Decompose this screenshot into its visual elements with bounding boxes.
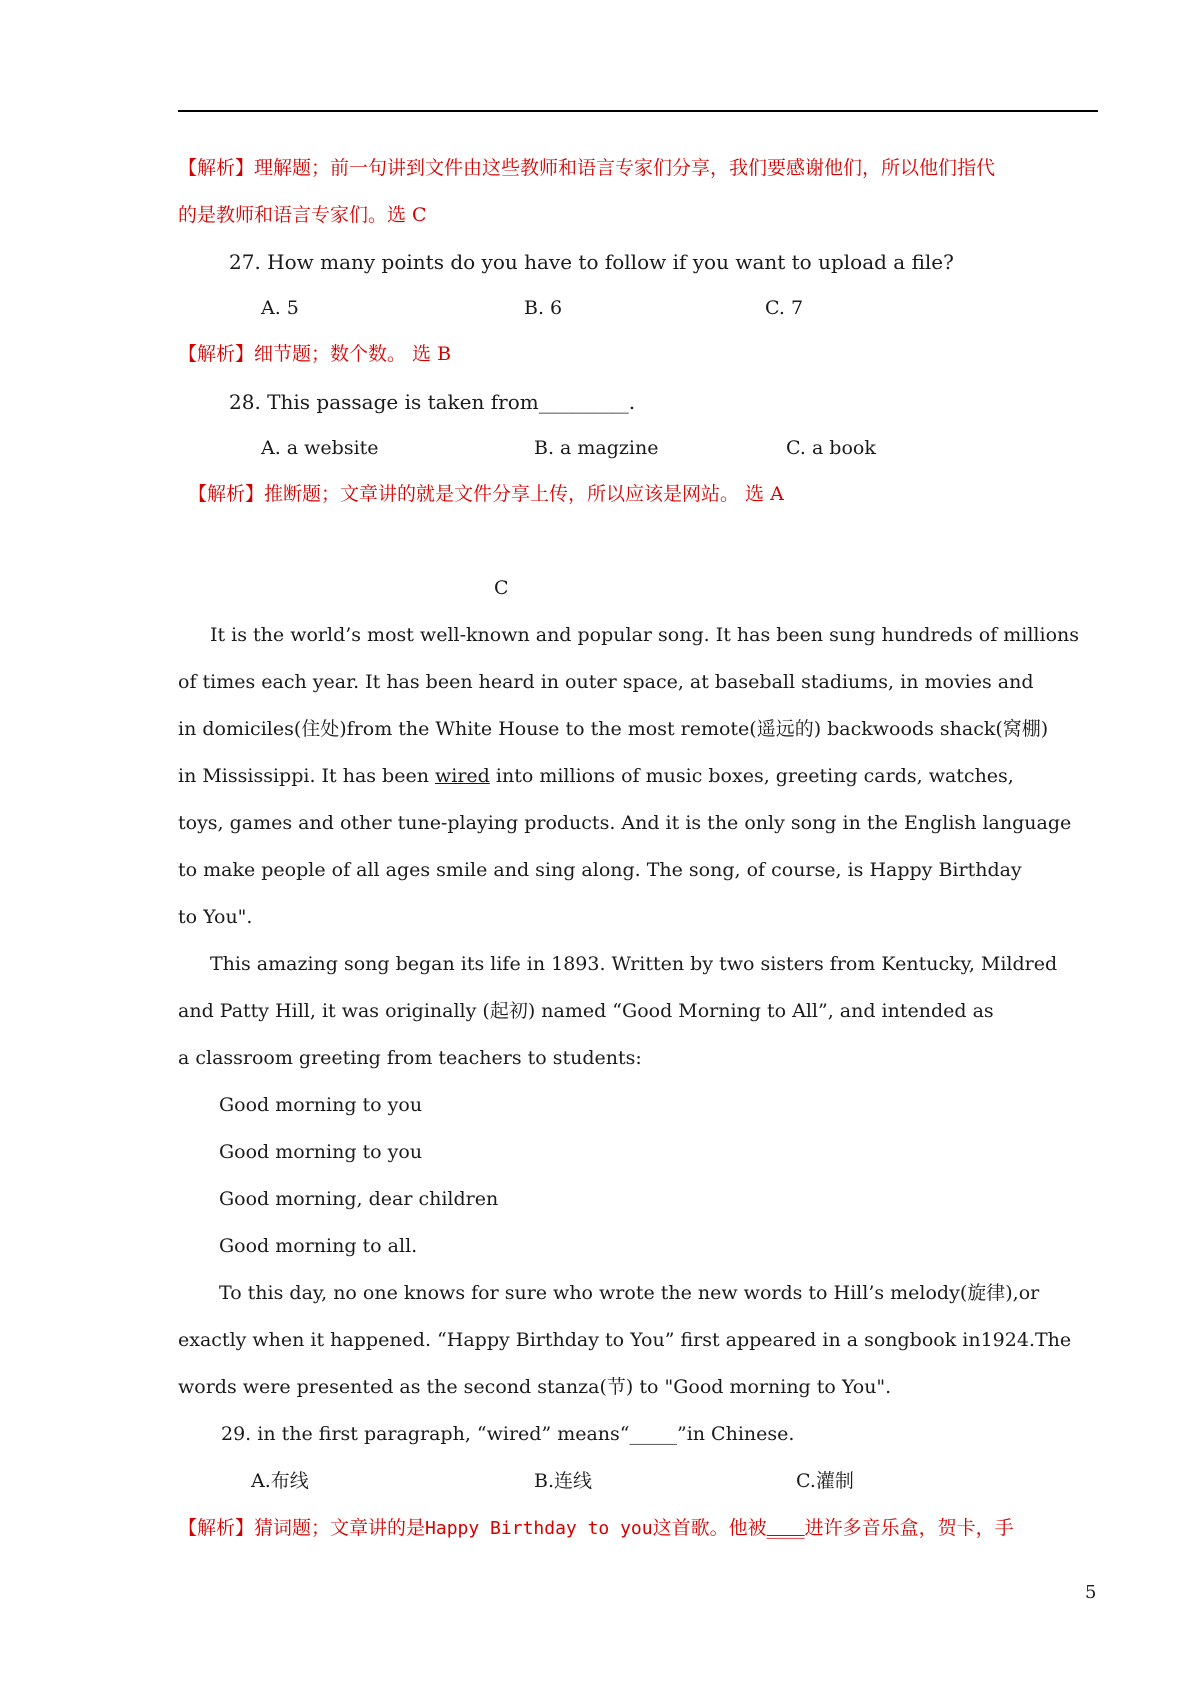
analysis-text: 推断题；文章讲的就是文件分享上传，所以应该是网站。 选 A	[264, 483, 784, 505]
passage-line: in domiciles(住处)from the White House to the most remote(遥远的) backwoods shack(窝棚)	[178, 718, 1049, 740]
page-number: 5	[1085, 1582, 1097, 1603]
option-29-a: A.布线	[251, 1470, 309, 1492]
option-28-a: A. a website	[261, 437, 379, 459]
analysis-label: 【解析】	[178, 1517, 255, 1539]
option-27-a: A. 5	[261, 297, 299, 319]
analysis-label: 【解析】	[178, 157, 255, 179]
option-29-b: B.连线	[534, 1470, 593, 1492]
analysis-26-line1	[178, 155, 995, 181]
passage-line: It is the world’s most well-known and popular song. It has been sung hundreds of millions	[210, 624, 1080, 646]
passage-line	[178, 763, 1014, 789]
passage-line: a classroom greeting from teachers to students:	[178, 1047, 642, 1069]
header-rule	[178, 110, 1098, 112]
question-28: 28. This passage is taken from_________.	[229, 390, 636, 414]
analysis-26-line2: 的是教师和语言专家们。选 C	[178, 204, 427, 226]
analysis-28	[188, 481, 784, 507]
passage-line: to make people of all ages smile and sing along. The song, of course, is Happy Birthday	[178, 859, 1022, 881]
lyric-line: Good morning to you	[219, 1141, 423, 1163]
passage-text: in Mississippi. It has been	[178, 765, 429, 787]
lyric-line: Good morning, dear children	[219, 1188, 499, 1210]
analysis-text: 猜词题；文章讲的是	[254, 1517, 426, 1539]
passage-line: To this day, no one knows for sure who wrote the new words to Hill’s melody(旋律),or	[219, 1282, 1040, 1304]
passage-line: This amazing song began its life in 1893. Written by two sisters from Kentucky, Mildred	[210, 953, 1058, 975]
option-27-c: C. 7	[765, 297, 804, 319]
analysis-29	[178, 1515, 1014, 1542]
analysis-song-title: Happy Birthday to you	[425, 1518, 653, 1539]
option-28-c: C. a book	[786, 437, 876, 459]
section-letter: C	[494, 577, 509, 599]
analysis-27	[178, 341, 451, 367]
analysis-blank: ____	[766, 1517, 805, 1539]
underlined-word: wired	[435, 765, 490, 787]
passage-line: and Patty Hill, it was originally (起初) named “Good Morning to All”, and intended as	[178, 1000, 994, 1022]
analysis-text: 进许多音乐盒，贺卡，手	[804, 1517, 1014, 1539]
passage-line: to You".	[178, 906, 253, 928]
option-27-b: B. 6	[524, 297, 563, 319]
passage-line: of times each year. It has been heard in outer space, at baseball stadiums, in movies and	[178, 671, 1034, 693]
passage-line: toys, games and other tune-playing products. And it is the only song in the English language	[178, 812, 1072, 834]
analysis-label: 【解析】	[178, 343, 255, 365]
analysis-text: 理解题；前一句讲到文件由这些教师和语言专家们分享，我们要感谢他们，所以他们指代	[254, 157, 996, 179]
passage-line: words were presented as the second stanza(节) to "Good morning to You".	[178, 1376, 892, 1398]
analysis-text: 这首歌。他被	[652, 1517, 767, 1539]
lyric-line: Good morning to all.	[219, 1235, 418, 1257]
question-27: 27. How many points do you have to follow if you want to upload a file?	[229, 250, 954, 274]
option-29-c: C.灌制	[796, 1470, 854, 1492]
option-28-b: B. a magzine	[534, 437, 659, 459]
passage-line: exactly when it happened. “Happy Birthday to You” first appeared in a songbook in1924.The	[178, 1329, 1072, 1351]
passage-text: into millions of music boxes, greeting cards, watches,	[495, 765, 1014, 787]
analysis-text: 细节题；数个数。 选 B	[254, 343, 452, 365]
analysis-label: 【解析】	[188, 483, 265, 505]
lyric-line: Good morning to you	[219, 1094, 423, 1116]
question-29: 29. in the first paragraph, “wired” means“_____”in Chinese.	[221, 1423, 795, 1445]
